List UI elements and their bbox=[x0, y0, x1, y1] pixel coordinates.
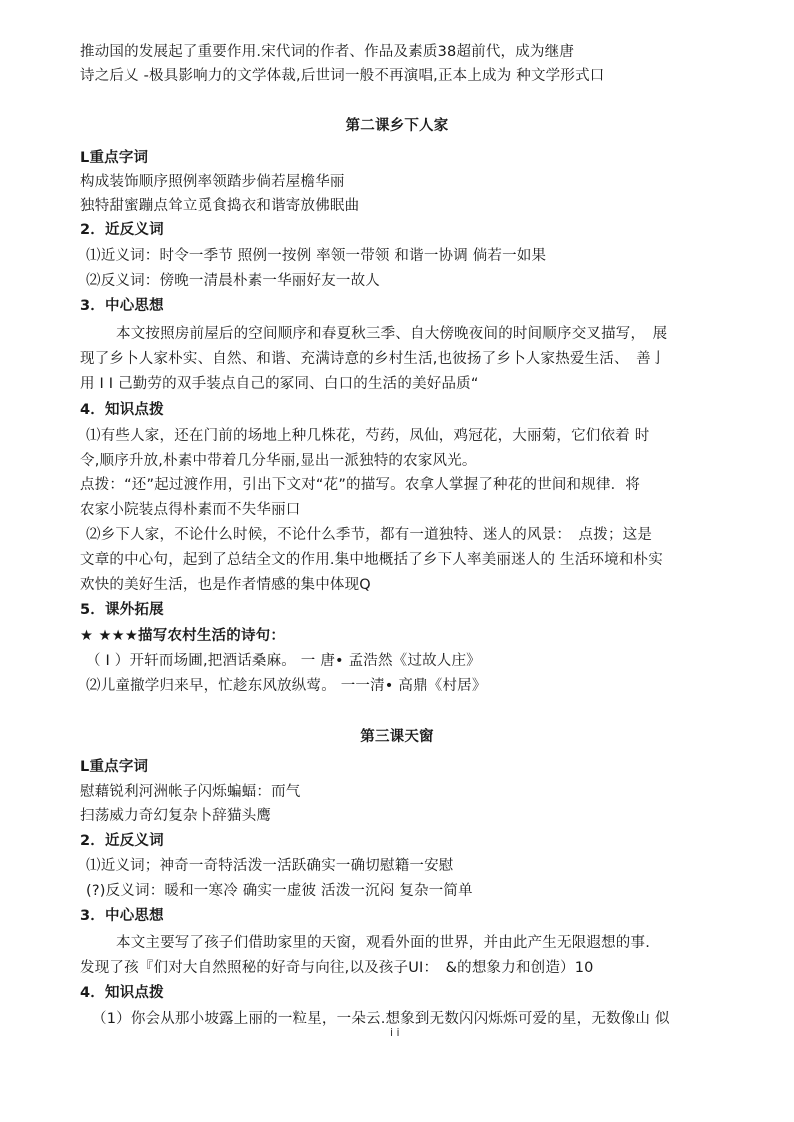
text-line: 文章的中心句，起到了总结全文的作用.集中地概括了乡下人率美丽迷人的 生活环境和朴实 bbox=[80, 552, 663, 568]
text-line: 诗之后乂 -极具影响力的文学体裁,后世词一般不再演唱,正本上成为 种文学形式口 bbox=[80, 68, 605, 84]
text-line: ⑵反义词：傍晚一清晨朴素一华丽好友一故人 bbox=[86, 273, 380, 289]
text-line: ⑴近义词；神奇一奇特活泼一活跃确实一确切慰籍一安慰 bbox=[86, 858, 454, 874]
text-line: 发现了孩『们对大自然照秘的好奇与向往,以及孩子UI： &的想象力和创造）10 bbox=[80, 960, 594, 976]
text-line: （1）你会从那小坡露上丽的一粒星，一朵云.想象到无数闪闪烁烁可爱的星，无数像山 似 bbox=[92, 1011, 670, 1027]
text-line: 令,顺序升放,朴素中带着几分华丽,显出一派独特的农家风光。 bbox=[80, 453, 477, 469]
section-heading: L重点字词 bbox=[80, 759, 149, 775]
section-heading: 5．课外拓展 bbox=[80, 602, 164, 618]
text-line: 点拨：“还”起过渡作用，引出下文对“花”的描写。农拿人掌握了种花的世间和规律．将 bbox=[80, 477, 641, 493]
text-line: 现了乡卜人家朴实、自然、和谐、充满诗意的乡村生活,也彼扬了乡卜人家热爱生活、 善亅 bbox=[80, 351, 666, 367]
text-line: ⑴有些人家，还在门前的场地上种几株花，芍药，凤仙，鸡冠花，大丽菊，它们依着 时 bbox=[86, 428, 650, 444]
text-line: (?)反义词：暖和一寒冷 确实一虚彼 活泼一沉闷 复杂一简单 bbox=[86, 883, 473, 899]
text-line: ★ ★★★描写农村生活的诗句： bbox=[80, 628, 286, 644]
text-line: ⑴近义词：时令一季节 照例一按例 率领一带领 和谐一协调 倘若一如果 bbox=[86, 248, 547, 264]
text-line: ⑵儿童撤学归来早，忙趁东风放纵莺。 一一清• 高鼎《村居》 bbox=[86, 678, 487, 694]
text-line: 欢快的美好生活，也是作者情感的集中体现Q bbox=[80, 577, 371, 593]
text-line: 本文按照房前屋后的空间顺序和春夏秋三季、自大傍晚夜间的时间顺序交叉描写， 展 bbox=[116, 326, 668, 342]
section-heading: L重点字词 bbox=[80, 150, 149, 166]
text-line: 构成装饰顺序照例率领踏步倘若屋檐华丽 bbox=[80, 174, 345, 190]
section-heading: 3．中心思想 bbox=[80, 908, 164, 924]
text-line: 独特甜蜜蹦点耸立觅食捣衣和谐寄放佛眠曲 bbox=[80, 198, 360, 214]
text-line: 慰藉锐利河洲帐子闪烁蝙蝠：而气 bbox=[80, 784, 301, 800]
text-line: 用 I I 己勤劳的双手装点自己的冢同、白口的生活的美好品质“ bbox=[80, 376, 479, 392]
section-heading: 2．近反义词 bbox=[80, 833, 164, 849]
text-line: 农家小院装点得朴素而不失华丽口 bbox=[80, 502, 301, 518]
text-line: ⑵乡下人家，不论什么时候，不论什么季节，都有一道独特、迷人的风景： 点拨；这是 bbox=[86, 527, 653, 543]
page-number: i i bbox=[390, 1026, 400, 1039]
section-heading: 4．知识点拨 bbox=[80, 402, 164, 418]
text-line: 推动国的发展起了重要作用.宋代词的作者、作品及素质38超前代，成为继唐 bbox=[80, 44, 575, 60]
section-title: 第二课乡下人家 bbox=[345, 118, 449, 134]
section-heading: 3．中心思想 bbox=[80, 298, 164, 314]
text-line: 扫荡威力奇幻复杂卜辞猫头鹰 bbox=[80, 808, 272, 824]
section-heading: 2．近反义词 bbox=[80, 222, 164, 238]
section-heading: 4．知识点拨 bbox=[80, 985, 164, 1001]
text-line: （ I ）开轩而场圃,把酒话桑麻。 一 唐• 孟浩然《过故人庄》 bbox=[86, 653, 481, 669]
section-title: 第三课天窗 bbox=[360, 729, 434, 745]
text-line: 本文主要写了孩子们借助家里的天窗，观看外面的世界，并由此产生无限遐想的事. bbox=[116, 935, 651, 951]
